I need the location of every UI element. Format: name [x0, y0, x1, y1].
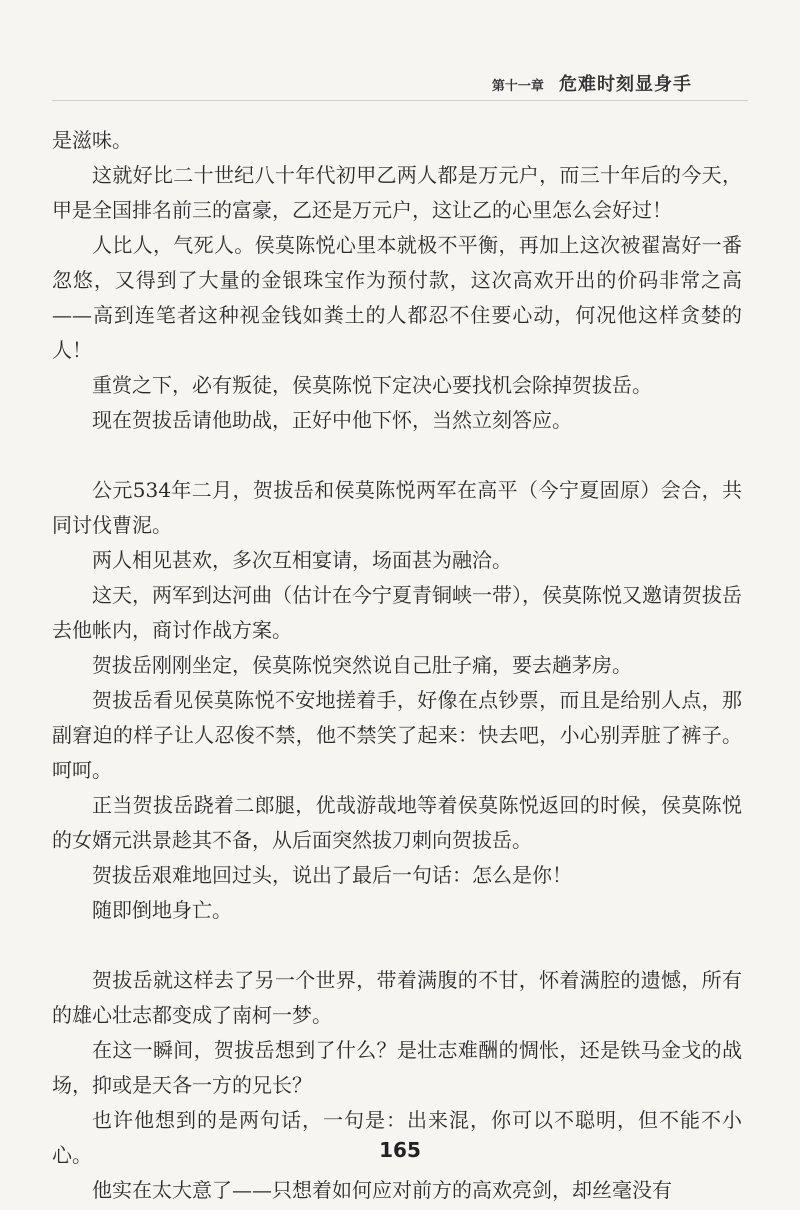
paragraph: 这就好比二十世纪八十年代初甲乙两人都是万元户，而三十年后的今天，甲是全国排名前三的富豪，乙还是万元户，这让乙的心里怎么会好过！ [52, 163, 742, 222]
chapter-number: 第十一章 [491, 79, 544, 94]
paragraph: 正当贺拔岳跷着二郎腿，优哉游哉地等着侯莫陈悦返回的时候，侯莫陈悦的女婿元洪景趁其不备，从后面突然拔刀刺向贺拔岳。 [52, 793, 742, 852]
paragraph: 贺拔岳刚刚坐定，侯莫陈悦突然说自己肚子痛，要去趟茅房。 [92, 653, 632, 677]
section-break [52, 438, 742, 473]
paragraph: 公元534年二月，贺拔岳和侯莫陈悦两军在高平（今宁夏固原）会合，共同讨伐曹泥。 [52, 478, 742, 537]
paragraph: 在这一瞬间，贺拔岳想到了什么？是壮志难酬的惆怅，还是铁马金戈的战场，抑或是天各一方的兄长？ [52, 1038, 742, 1097]
paragraph: 这天，两军到达河曲（估计在今宁夏青铜峡一带），侯莫陈悦又邀请贺拔岳去他帐内，商讨作战方案。 [52, 583, 742, 642]
paragraph: 现在贺拔岳请他助战，正好中他下怀，当然立刻答应。 [92, 408, 572, 432]
paragraph: 两人相见甚欢，多次互相宴请，场面甚为融洽。 [92, 548, 512, 572]
paragraph: 贺拔岳看见侯莫陈悦不安地搓着手，好像在点钞票，而且是给别人点，那副窘迫的样子让人忍俊不禁，他不禁笑了起来：快去吧，小心别弄脏了裤子。呵呵。 [52, 688, 742, 782]
paragraph: 人比人，气死人。侯莫陈悦心里本就极不平衡，再加上这次被翟嵩好一番忽悠，又得到了大量的金银珠宝作为预付款，这次高欢开出的价码非常之高——高到连笔者这种视金钱如粪土的人都忍不住要心动，何况他这样贪婪的人！ [52, 233, 742, 362]
body-text [52, 123, 742, 1208]
paragraph: 他实在太大意了——只想着如何应对前方的高欢亮剑，却丝毫没有 [92, 1178, 672, 1202]
paragraph: 是滋味。 [52, 128, 132, 152]
running-header [492, 70, 692, 96]
paragraph: 贺拔岳艰难地回过头，说出了最后一句话：怎么是你！ [92, 863, 572, 887]
chapter-title: 危难时刻显身手 [559, 74, 692, 95]
paragraph: 也许他想到的是两句话，一句是：出来混，你可以不聪明，但不能不小心。 [52, 1108, 742, 1167]
paragraph: 贺拔岳就这样去了另一个世界，带着满腹的不甘，怀着满腔的遗憾，所有的雄心壮志都变成了南柯一梦。 [52, 968, 742, 1027]
section-break [52, 928, 742, 963]
header-rule [52, 100, 748, 101]
paragraph: 随即倒地身亡。 [92, 898, 232, 922]
paragraph: 重赏之下，必有叛徒，侯莫陈悦下定决心要找机会除掉贺拔岳。 [92, 373, 652, 397]
page-number: 165 [379, 1138, 421, 1162]
